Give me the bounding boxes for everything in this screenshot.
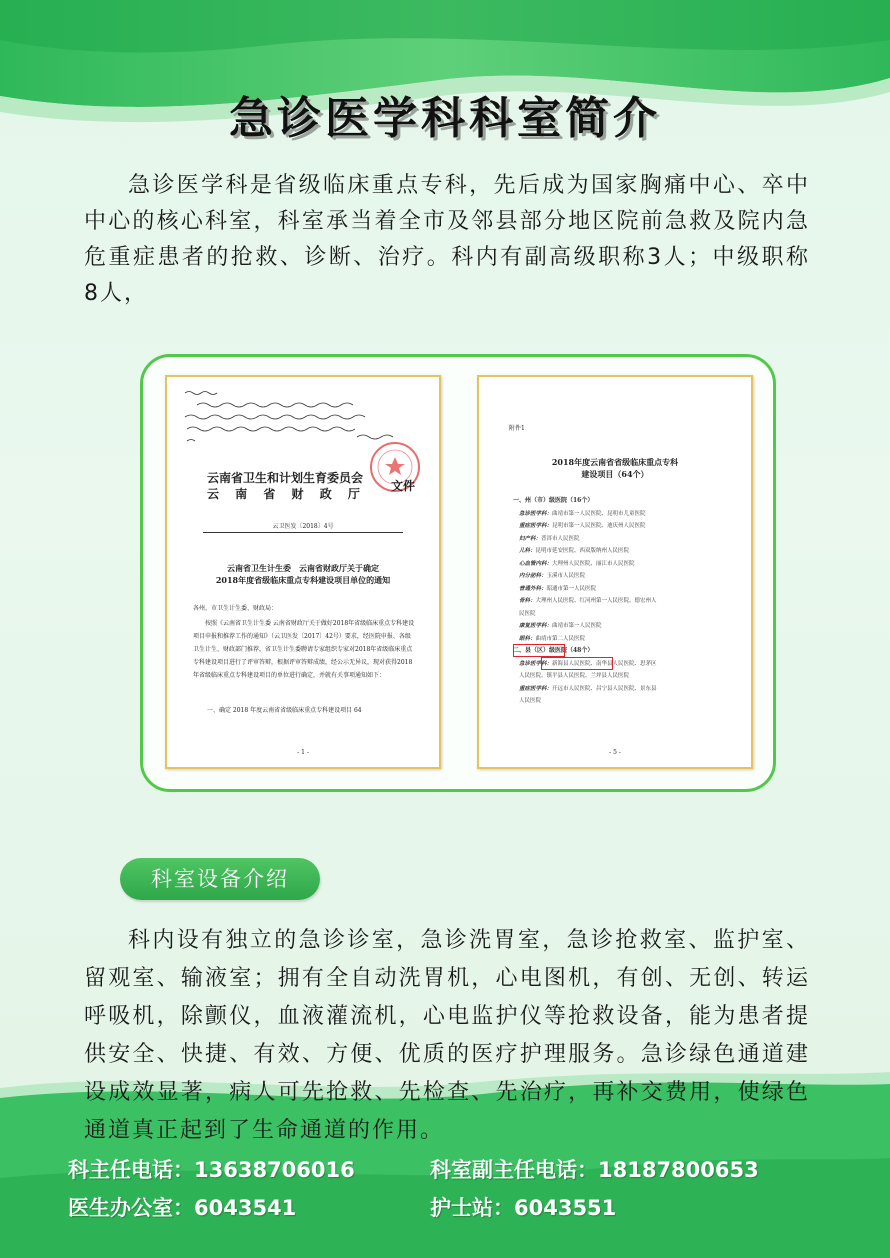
hospital-names: 民医院 <box>519 610 536 617</box>
list-row <box>519 533 739 546</box>
department-label: 内分泌科： <box>519 573 547 579</box>
notice-salutation: 各州、市卫生计生委、财政局： <box>193 605 278 612</box>
issuer-line-2: 云 南 省 财 政 厅 <box>207 487 366 501</box>
department-label: 妇产科： <box>519 535 542 542</box>
hospital-names: 新海县人民医院、南华县人民医院、思茅区 <box>552 660 657 667</box>
list-row <box>519 683 739 696</box>
hospital-names: 大理州人民医院、红河州第一人民医院、德宏州人 <box>535 598 657 604</box>
notice-document-page <box>165 375 441 769</box>
list-title-line-2: 建设项目（64个） <box>581 469 649 479</box>
department-label: 重症医学科： <box>519 685 553 692</box>
notice-first-item: 一、确定 2018 年度云南省省级临床重点专科建设项目 64 <box>207 707 362 714</box>
list-row <box>519 620 739 633</box>
document-number: 云卫医发〔2018〕4号 <box>272 523 334 530</box>
document-scan-frame <box>140 354 776 792</box>
department-label: 康复医学科： <box>519 623 553 629</box>
hospital-names: 曲靖市第一人民医院 <box>552 623 602 629</box>
list-row <box>519 670 739 683</box>
department-label: 重症医学科： <box>519 523 553 529</box>
hospital-names: 一、州（市）级医院（16个） <box>513 497 594 504</box>
hospital-names: 普洱市人民医院 <box>541 535 580 542</box>
notice-body: 按照《云南省卫生计生委 云南省财政厅关于做好2018年省级临床重点专科建设项目申报和推荐工作的通知》（云卫医发〔2017〕42号）要求，经医院申报、各级卫生计生、财政部门推荐，省卫生计生委聘请专家组织专家对2018年省级临床重点专科建设项目进行了评审答辩，根据评审答辩成绩，经公示无异议，现对获得2018年省级临床重点专科建设项目的单位进行确定，并就有关事项通知如下： <box>193 620 415 679</box>
department-label: 普通外科： <box>519 585 547 592</box>
department-label: 眼科： <box>519 635 536 642</box>
list-row <box>519 695 739 708</box>
page-title: 急诊医学科科室简介 <box>229 93 661 144</box>
hospital-names: 昆明市第一人民医院、迪庆州人民医院 <box>552 523 646 529</box>
notice-heading-line-1: 云南省卫生计生委 云南省财政厅关于确定 <box>227 563 379 573</box>
issuer-suffix: 文件 <box>391 479 416 493</box>
highlight-box-hospital <box>541 657 613 670</box>
deputy-director-phone: 科室副主任电话：18187800653 <box>430 1158 759 1182</box>
project-list <box>513 495 739 708</box>
attachment-label: 附件1 <box>509 425 525 432</box>
hospital-names: 曲靖市第二人民医院 <box>535 635 586 642</box>
project-list-page <box>477 375 753 769</box>
list-section-heading <box>513 495 739 508</box>
list-row <box>519 583 739 596</box>
hospital-names: 开远市人民医院、昌宁县人民医院、景东县 <box>552 685 657 692</box>
notice-heading-line-2: 2018年度省级临床重点专科建设项目单位的通知 <box>215 575 391 585</box>
hospital-names: 二、县（区）级医院（48个） <box>513 647 594 654</box>
list-title-line-1: 2018年度云南省省级临床重点专科 <box>551 457 679 467</box>
list-row <box>519 558 739 571</box>
department-label: 急诊医学科： <box>519 660 553 667</box>
list-row <box>519 608 739 621</box>
list-row <box>519 545 739 558</box>
doctor-office-phone: 医生办公室：6043541 <box>68 1196 297 1220</box>
hospital-names: 人民医院 <box>519 698 542 704</box>
director-phone: 科主任电话：13638706016 <box>68 1158 355 1182</box>
hospital-names: 人民医院、镇平县人民医院、兰坪县人民医院 <box>519 673 630 679</box>
nurse-station-phone: 护士站：6043551 <box>430 1196 617 1220</box>
department-label: 儿科： <box>519 548 536 554</box>
intro-paragraph: 急诊医学科是省级临床重点专科，先后成为国家胸痛中心、卒中中心的核心科室，科室承当着全市及邻县部分地区院前急救及院内急危重症患者的抢救、诊断、治疗。科内有副高级职称3人；中级职称8人， <box>84 173 810 306</box>
list-row <box>519 520 739 533</box>
hospital-names: 曲靖市第一人民医院、昆明市儿童医院 <box>552 510 646 517</box>
list-row <box>519 570 739 583</box>
header-rule <box>203 532 403 533</box>
page-number: - 5 - <box>609 749 621 756</box>
page-number: - 1 - <box>297 749 309 756</box>
list-row <box>519 508 739 521</box>
equipment-section-badge: 科室设备介绍 <box>120 858 320 900</box>
department-label: 心血管内科： <box>519 560 553 567</box>
hospital-names: 昭通市第一人民医院 <box>546 585 597 592</box>
hospital-names: 昆明市延安医院、西双版纳州人民医院 <box>535 548 630 554</box>
hospital-names: 玉溪市人民医院 <box>546 573 586 579</box>
highlight-box-department <box>513 644 565 657</box>
list-row <box>519 595 739 608</box>
equipment-paragraph: 科内设有独立的急诊诊室，急诊洗胃室，急诊抢救室、监护室、留观室、输液室；拥有全自动洗胃机，心电图机，有创、无创、转运呼吸机，除颤仪，血液灌流机，心电监护仪等抢救设备，能为患者提供安全、快捷、有效、方便、优质的医疗护理服务。急诊绿色通道建设成效显著，病人可先抢救、先检查、先治疗，再补交费用，使绿色通道真正起到了生命通道的作用。 <box>84 928 810 1143</box>
hospital-names: 大理州人民医院、丽江市人民医院 <box>552 560 635 567</box>
department-label: 骨科： <box>519 598 536 604</box>
department-label: 急诊医学科： <box>519 510 553 517</box>
issuer-line-1: 云南省卫生和计划生育委员会 <box>207 471 364 485</box>
